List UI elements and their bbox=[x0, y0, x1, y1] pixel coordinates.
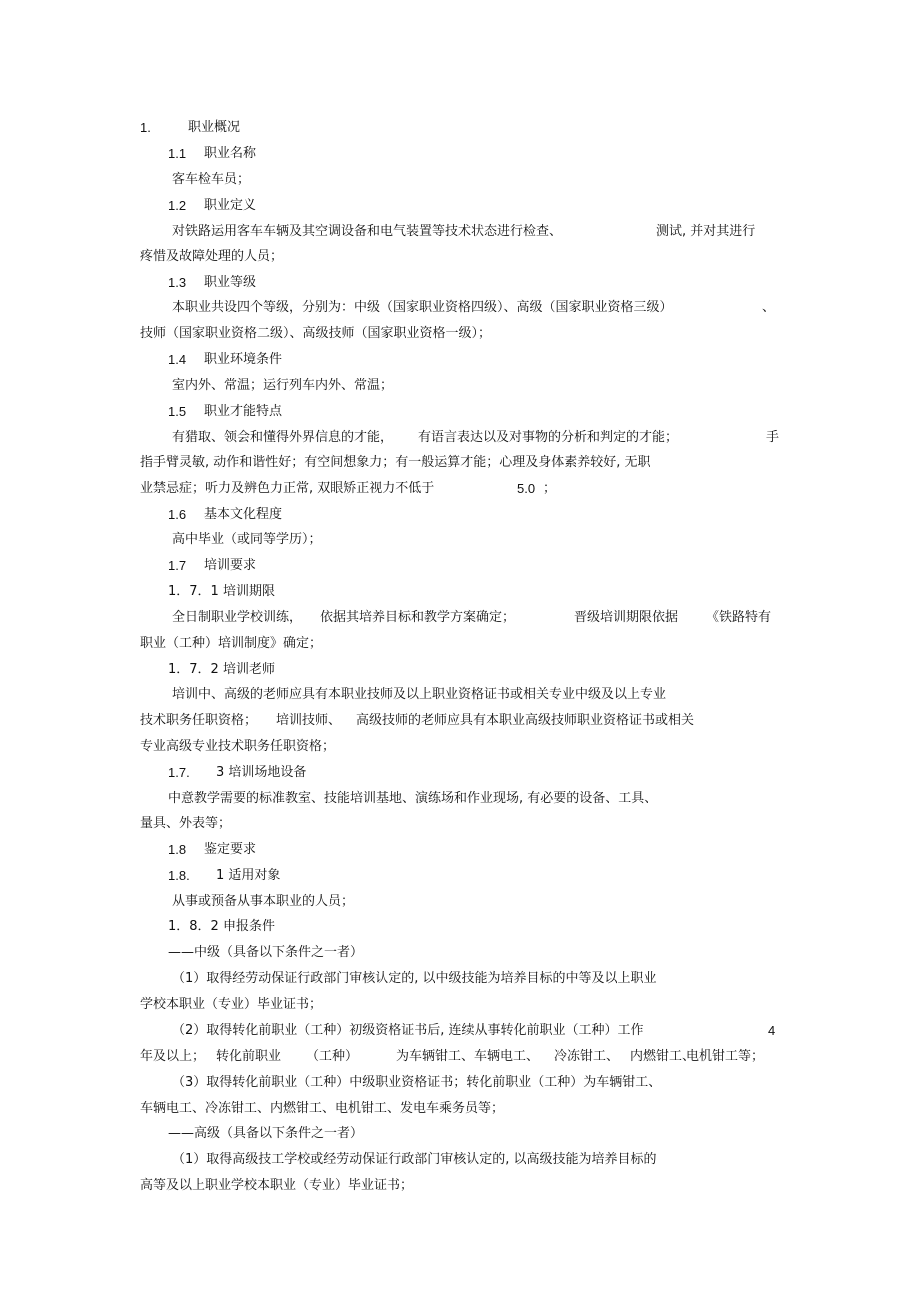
text-line-27-part-1: 中意教学需要的标准教室、技能培训基地、演练场和作业现场, 有必要的设备、工具、 bbox=[168, 791, 658, 806]
text-line-11-part-1: 室内外、常温；运行列车内外、常温； bbox=[172, 378, 394, 393]
text-line-15-part-2: 5.0 bbox=[517, 481, 536, 496]
text-line-1-part-2: 职业概况 bbox=[188, 120, 241, 135]
text-line-38-part-1: （3）取得转化前职业（工种）中级职业资格证书；转化前职业（工种）为车辆钳工、 bbox=[172, 1075, 662, 1090]
text-line-20-part-4: 《铁路特有 bbox=[706, 610, 772, 625]
text-line-24-part-1: 技术职务任职资格； bbox=[140, 713, 258, 728]
text-line-31-part-1: 从事或预备从事本职业的人员； bbox=[172, 894, 355, 909]
text-line-40-part-1: ——高级（具备以下条件之一者） bbox=[168, 1126, 364, 1141]
text-line-28-part-1: 量具、外表等； bbox=[140, 816, 232, 831]
text-line-17-part-1: 高中毕业（或同等学历）； bbox=[172, 532, 322, 547]
text-line-20-part-2: 依据其培养目标和教学方案确定； bbox=[320, 610, 516, 625]
text-line-25-part-1: 专业高级专业技术职务任职资格； bbox=[140, 739, 336, 754]
text-line-32-part-1: 1．8．2 申报条件 bbox=[168, 919, 275, 934]
text-line-10-part-2: 职业环境条件 bbox=[204, 352, 283, 367]
text-line-3-part-1: 客车检车员； bbox=[172, 172, 251, 187]
text-line-4-part-1: 1.2 bbox=[168, 198, 187, 213]
text-line-33-part-1: ——中级（具备以下条件之一者） bbox=[168, 945, 364, 960]
text-line-8-part-2: 、 bbox=[762, 300, 776, 315]
text-line-16-part-2: 基本文化程度 bbox=[204, 507, 283, 522]
text-line-26-part-2: 3 培训场地设备 bbox=[216, 765, 307, 780]
text-line-42-part-1: 高等及以上职业学校本职业（专业）毕业证书； bbox=[140, 1178, 414, 1193]
text-line-37-part-2: 转化前职业 bbox=[216, 1049, 282, 1064]
text-line-34-part-1: （1）取得经劳动保证行政部门审核认定的, 以中级技能为培养目标的中等及以上职业 bbox=[172, 971, 657, 986]
text-line-13-part-3: 手 bbox=[766, 430, 780, 445]
text-line-5-part-1: 对铁路运用客车车辆及其空调设备和电气装置等技术状态进行检查、 bbox=[172, 224, 563, 239]
text-line-36-part-1: （2）取得转化前职业（工种）初级资格证书后, 连续从事转化前职业（工种）工作 bbox=[172, 1023, 644, 1038]
text-line-8-part-1: 本职业共设四个等级，分别为：中级（国家职业资格四级）、高级（国家职业资格三级） bbox=[172, 300, 673, 315]
text-line-15-part-3: ； bbox=[543, 481, 557, 496]
text-line-12-part-1: 1.5 bbox=[168, 404, 187, 419]
text-line-7-part-1: 1.3 bbox=[168, 275, 187, 290]
text-line-19-part-1: 1．7．1 培训期限 bbox=[168, 584, 275, 599]
text-line-10-part-1: 1.4 bbox=[168, 352, 187, 367]
text-line-36-part-2: 4 bbox=[768, 1023, 776, 1038]
text-line-30-part-1: 1.8. bbox=[168, 868, 190, 883]
text-line-12-part-2: 职业才能特点 bbox=[204, 404, 283, 419]
text-line-29-part-1: 1.8 bbox=[168, 842, 187, 857]
text-line-39-part-1: 车辆电工、冷冻钳工、内燃钳工、电机钳工、发电车乘务员等； bbox=[140, 1101, 505, 1116]
text-line-2-part-1: 1.1 bbox=[168, 146, 187, 161]
text-line-15-part-1: 业禁忌症；听力及辨色力正常, 双眼矫正视力不低于 bbox=[140, 481, 435, 496]
text-line-13-part-2: 有语言表达以及对事物的分析和判定的才能； bbox=[418, 430, 679, 445]
text-line-6-part-1: 疼惜及故障处理的人员； bbox=[140, 249, 284, 264]
text-line-37-part-3: （工种） bbox=[306, 1049, 359, 1064]
text-line-4-part-2: 职业定义 bbox=[204, 198, 257, 213]
text-line-9-part-1: 技师（国家职业资格二级）、高级技师（国家职业资格一级）； bbox=[140, 326, 492, 341]
text-line-24-part-3: 高级技师的老师应具有本职业高级技师职业资格证书或相关 bbox=[356, 713, 695, 728]
text-line-24-part-2: 培训技师、 bbox=[276, 713, 342, 728]
text-line-21-part-1: 职业（工种）培训制度》确定； bbox=[140, 636, 323, 651]
text-line-26-part-1: 1.7. bbox=[168, 765, 190, 780]
text-line-37-part-6: 冷冻钳工、 bbox=[554, 1049, 620, 1064]
text-line-37-part-7: 内燃钳工、 bbox=[630, 1049, 696, 1064]
text-line-30-part-2: 1 适用对象 bbox=[216, 868, 281, 883]
text-line-16-part-1: 1.6 bbox=[168, 507, 187, 522]
text-line-13-part-1: 有猎取、领会和懂得外界信息的才能， bbox=[172, 430, 394, 445]
text-line-20-part-3: 晋级培训期限依据 bbox=[574, 610, 679, 625]
text-line-35-part-1: 学校本职业（专业）毕业证书； bbox=[140, 997, 323, 1012]
text-line-2-part-2: 职业名称 bbox=[204, 146, 257, 161]
text-line-1-part-1: 1. bbox=[140, 120, 151, 135]
text-line-23-part-1: 培训中、高级的老师应具有本职业技师及以上职业资格证书或相关专业中级及以上专业 bbox=[172, 687, 667, 702]
text-line-5-part-2: 测试, 并对其进行 bbox=[656, 224, 756, 239]
text-line-37-part-8: 电机钳工等； bbox=[686, 1049, 765, 1064]
text-line-7-part-2: 职业等级 bbox=[204, 275, 257, 290]
text-line-41-part-1: （1）取得高级技工学校或经劳动保证行政部门审核认定的, 以高级技能为培养目标的 bbox=[172, 1152, 657, 1167]
text-line-37-part-4: 为车辆钳工、 bbox=[396, 1049, 475, 1064]
text-line-22-part-1: 1．7．2 培训老师 bbox=[168, 662, 275, 677]
text-line-37-part-1: 年及以上； bbox=[140, 1049, 206, 1064]
text-line-18-part-1: 1.7 bbox=[168, 558, 187, 573]
text-line-29-part-2: 鉴定要求 bbox=[204, 842, 257, 857]
text-line-18-part-2: 培训要求 bbox=[204, 558, 257, 573]
text-line-37-part-5: 车辆电工、 bbox=[474, 1049, 540, 1064]
text-line-20-part-1: 全日制职业学校训练， bbox=[172, 610, 303, 625]
text-line-14-part-1: 指手臂灵敏, 动作和谐性好；有空间想象力；有一般运算才能；心理及身体素养较好, 无职 bbox=[140, 455, 651, 470]
